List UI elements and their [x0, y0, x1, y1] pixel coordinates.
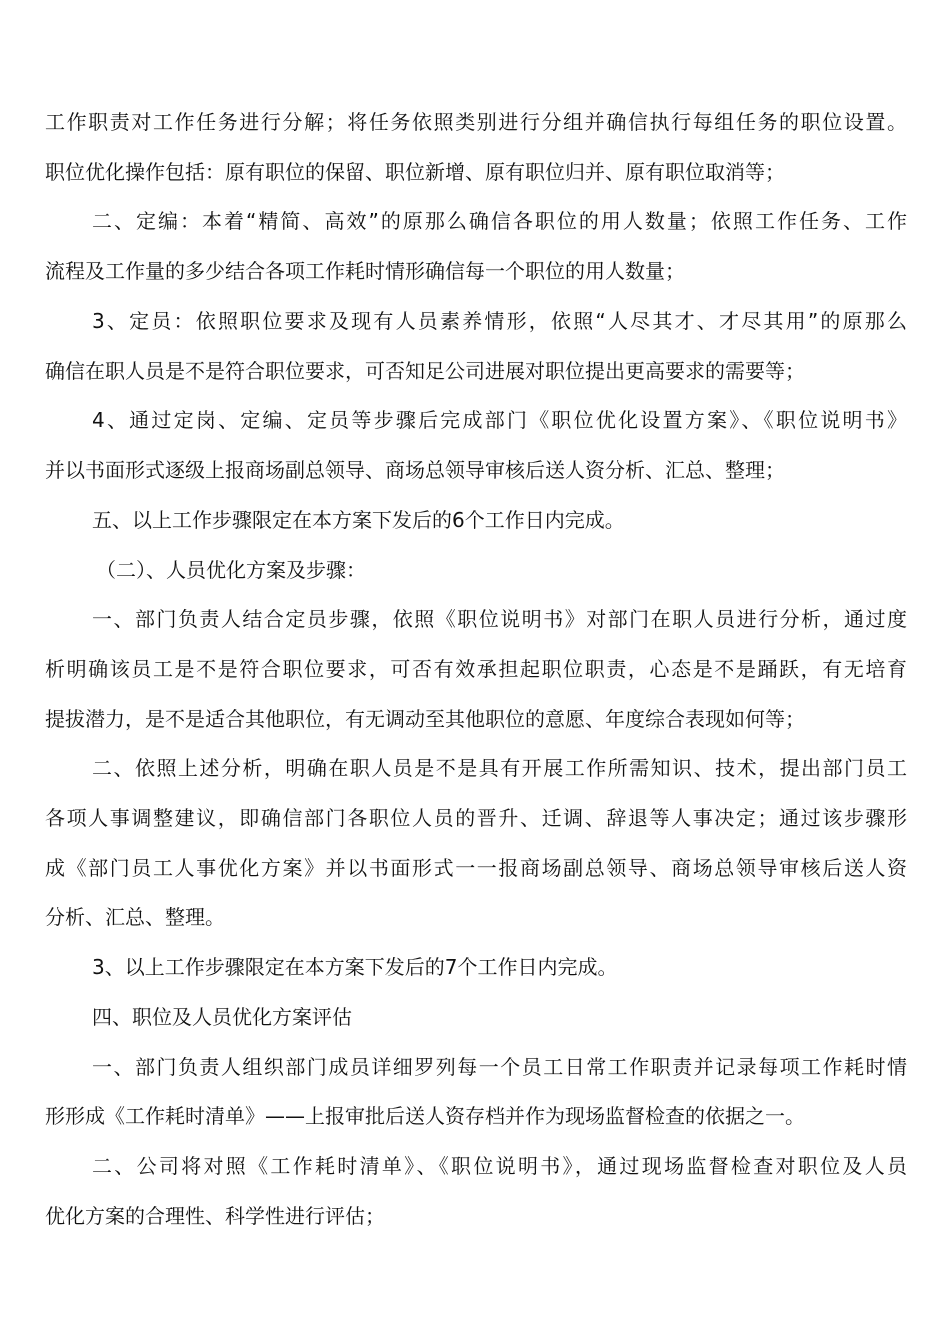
paragraph-line	[0, 400, 950, 440]
section-heading	[0, 997, 950, 1037]
paragraph-line	[0, 649, 950, 689]
line-text: 形形成《工作耗时清单》——上报审批后送人资存档并作为现场监督检查的依据之一。	[45, 1104, 805, 1128]
paragraph-line	[0, 748, 950, 788]
line-text: 一、部门负责人组织部门成员详细罗列每一个员工日常工作职责并记录每项工作耗时情	[92, 1055, 907, 1079]
paragraph-line	[0, 152, 950, 192]
line-text: 四、职位及人员优化方案评估	[92, 1005, 352, 1029]
line-text: 分析、汇总、整理。	[45, 905, 225, 929]
paragraph-line	[0, 1096, 950, 1136]
paragraph-line	[0, 1196, 950, 1236]
paragraph-line	[0, 897, 950, 937]
line-text: 二、公司将对照《工作耗时清单》、《职位说明书》，通过现场监督检查对职位及人员	[92, 1154, 907, 1178]
paragraph-line	[0, 450, 950, 490]
line-text: 析明确该员工是不是符合职位要求，可否有效承担起职位职责，心态是不是踊跃，有无培育	[45, 657, 907, 681]
paragraph-line	[0, 102, 950, 142]
line-text: 3、定员：依照职位要求及现有人员素养情形，依照“人尽其才、才尽其用”的原那么	[92, 309, 907, 333]
paragraph-line	[0, 947, 950, 987]
paragraph-line	[0, 599, 950, 639]
line-text: 一、部门负责人结合定员步骤，依照《职位说明书》对部门在职人员进行分析，通过度	[92, 607, 907, 631]
line-text: 并以书面形式逐级上报商场副总领导、商场总领导审核后送人资分析、汇总、整理；	[45, 458, 785, 482]
line-text: 3、以上工作步骤限定在本方案下发后的7个工作日内完成。	[92, 955, 618, 979]
line-text: 优化方案的合理性、科学性进行评估；	[45, 1204, 385, 1228]
paragraph-line	[0, 1146, 950, 1186]
line-text: 职位优化操作包括：原有职位的保留、职位新增、原有职位归并、原有职位取消等；	[45, 160, 785, 184]
line-text: 4、通过定岗、定编、定员等步骤后完成部门《职位优化设置方案》、《职位说明书》	[92, 408, 907, 432]
paragraph-line	[0, 500, 950, 540]
paragraph-line	[0, 848, 950, 888]
paragraph-line	[0, 201, 950, 241]
line-text: 各项人事调整建议，即确信部门各职位人员的晋升、迁调、辞退等人事决定；通过该步骤形	[45, 806, 907, 830]
line-text: 二、定编：本着“精简、高效”的原那么确信各职位的用人数量；依照工作任务、工作	[92, 209, 907, 233]
line-text: 流程及工作量的多少结合各项工作耗时情形确信每一个职位的用人数量；	[45, 259, 685, 283]
paragraph-line	[0, 798, 950, 838]
paragraph-line	[0, 251, 950, 291]
paragraph-line	[0, 1047, 950, 1087]
line-text: （二）、人员优化方案及步骤：	[96, 558, 366, 582]
paragraph-line	[0, 351, 950, 391]
line-text: 确信在职人员是不是符合职位要求，可否知足公司进展对职位提出更高要求的需要等；	[45, 359, 805, 383]
line-text: 二、依照上述分析，明确在职人员是不是具有开展工作所需知识、技术，提出部门员工	[92, 756, 907, 780]
section-heading	[0, 550, 950, 590]
line-text: 成《部门员工人事优化方案》并以书面形式一一报商场副总领导、商场总领导审核后送人资	[45, 856, 907, 880]
paragraph-line	[0, 699, 950, 739]
line-text: 五、以上工作步骤限定在本方案下发后的6个工作日内完成。	[92, 508, 625, 532]
paragraph-line	[0, 301, 950, 341]
line-text: 提拔潜力，是不是适合其他职位，有无调动至其他职位的意愿、年度综合表现如何等；	[45, 707, 805, 731]
line-text: 工作职责对工作任务进行分解；将任务依照类别进行分组并确信执行每组任务的职位设置。	[45, 110, 907, 134]
